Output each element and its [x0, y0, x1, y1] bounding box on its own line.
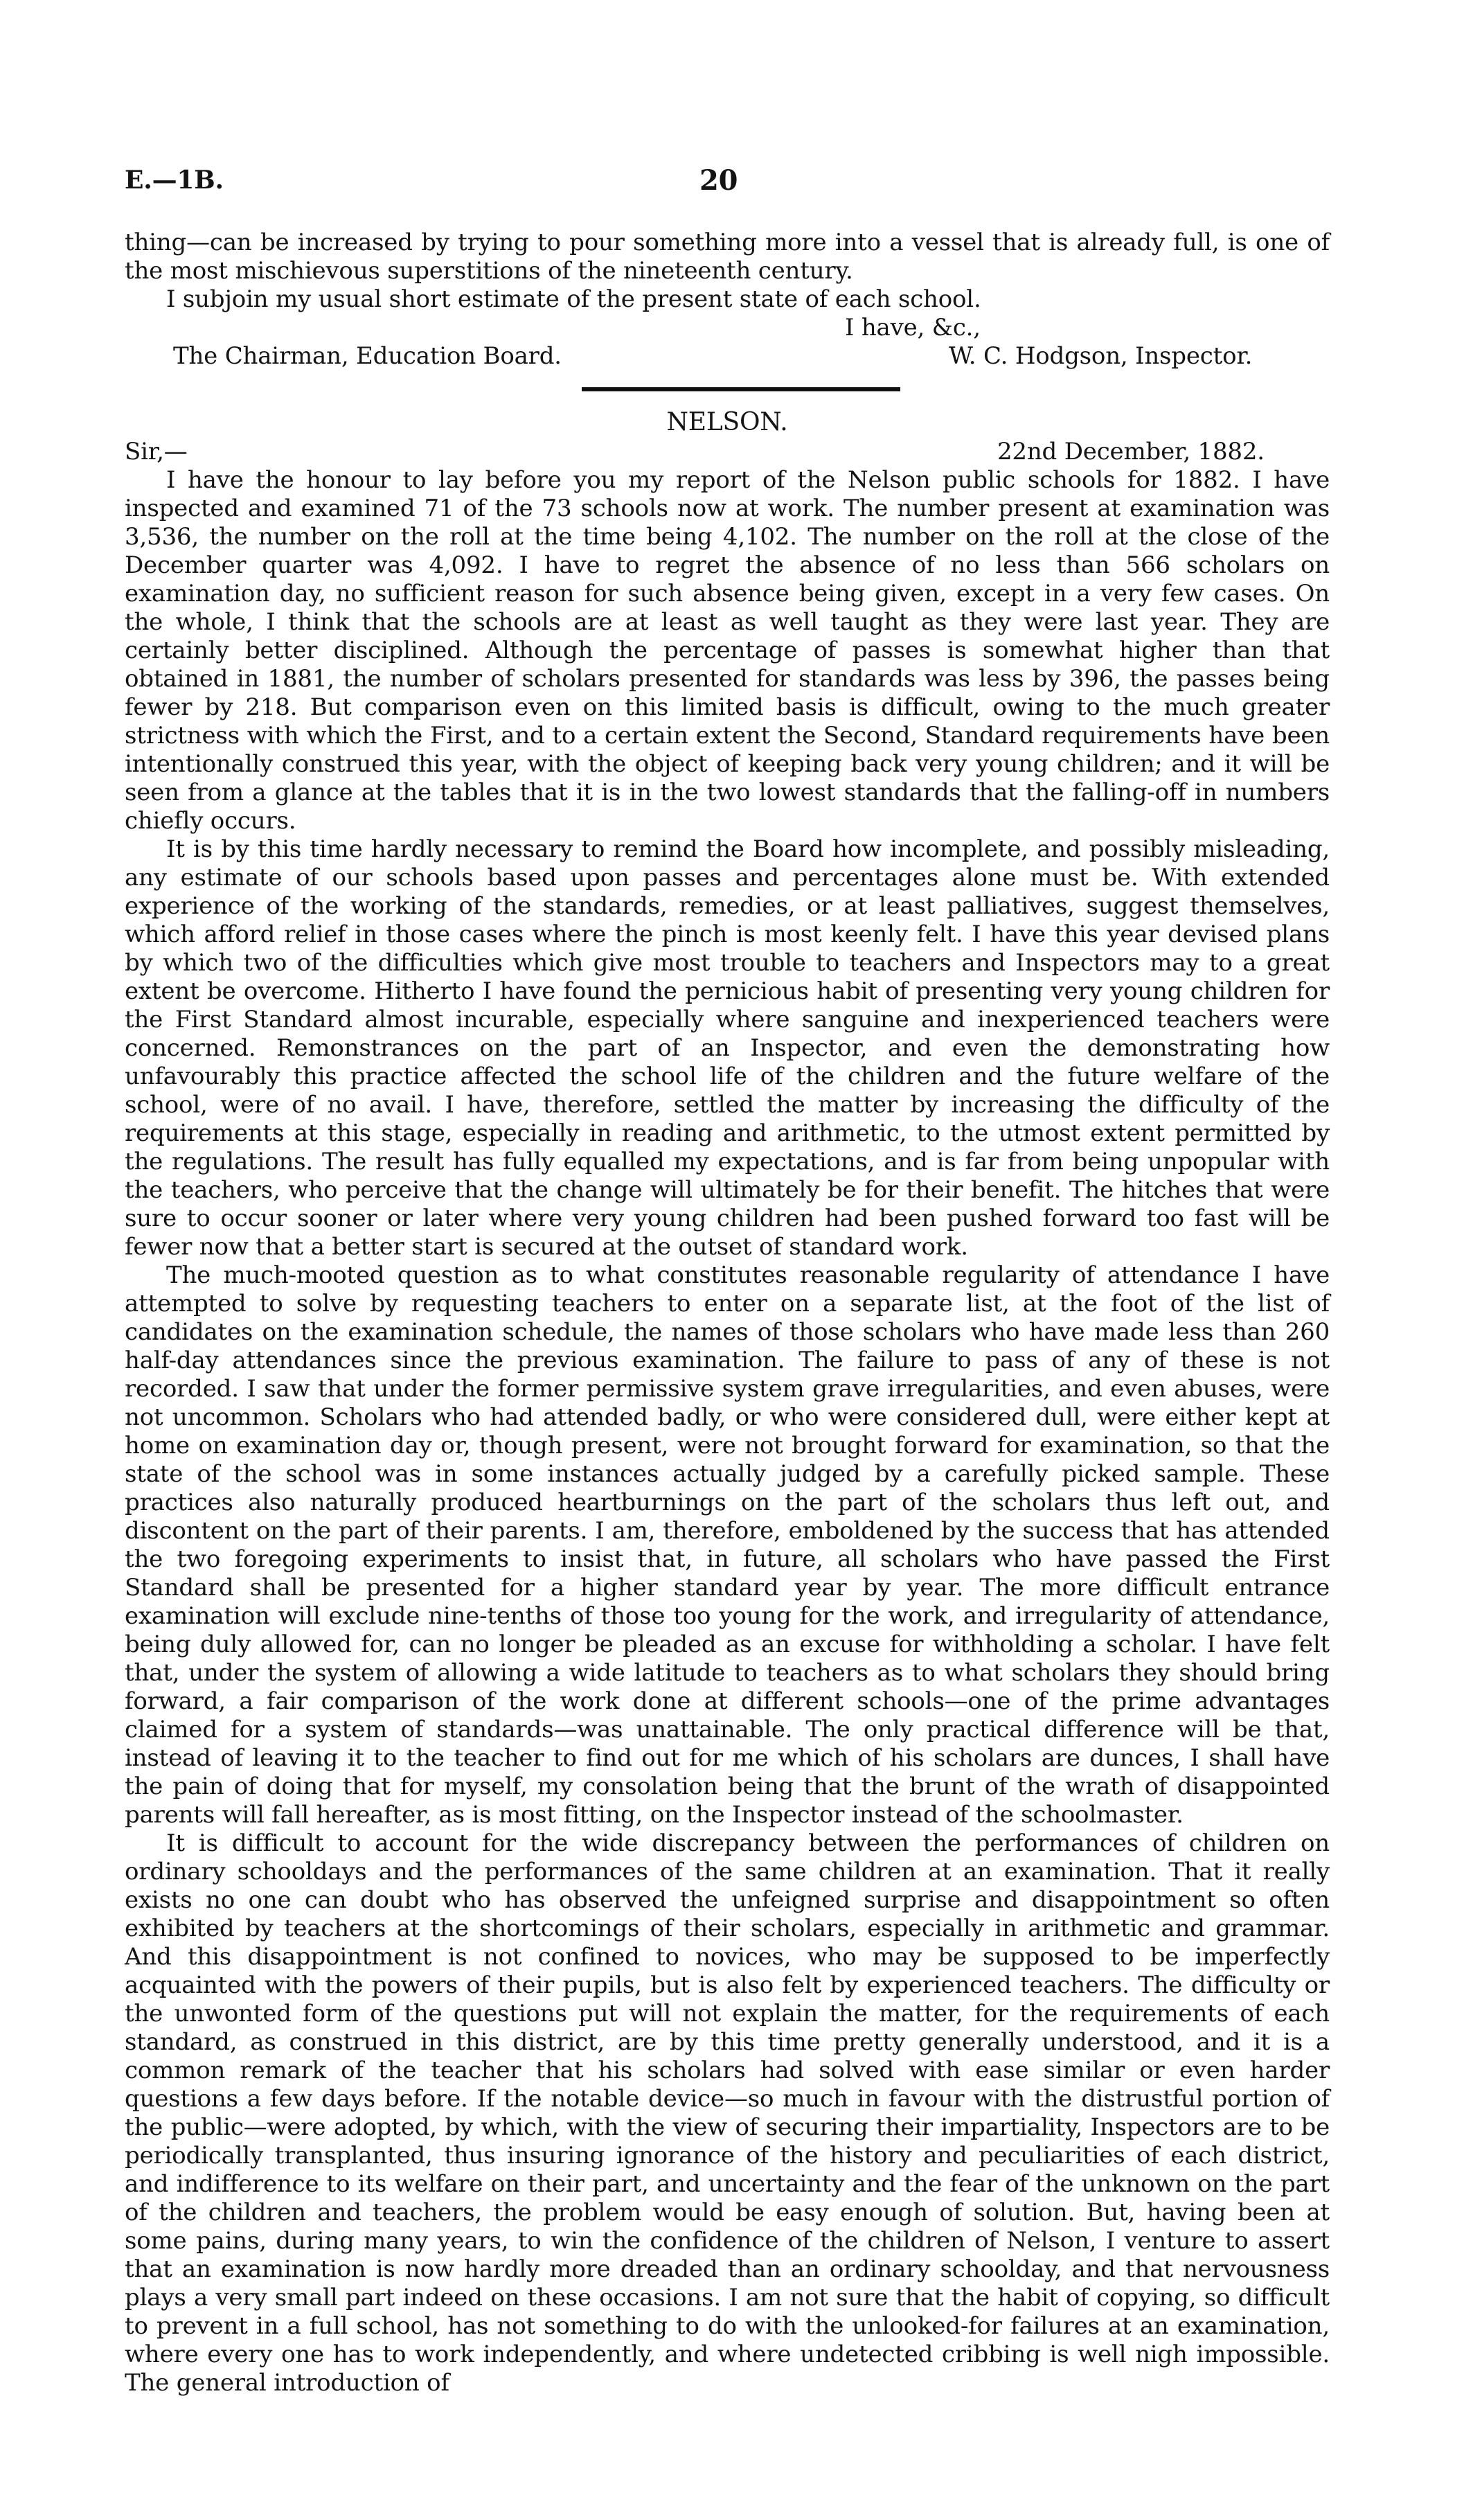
page-number: 20 — [699, 164, 738, 197]
report-paragraph: I have the honour to lay before you my report of the Nelson public schools for 1882. I have inspected and examined 71 of the 73 schools now at work. The number present at examination was 3,536, the number on the roll at the time being 4,102. The number on the roll at the close of the December quarter was 4,092. I have to regret the absence of no less than 566 scholars on examination day, no sufficient reason for such absence being given, except in a very few cases. On the whole, I think that the schools are at least as well taught as they were last year. They are certainly better disciplined. Although the percentage of passes is somewhat higher than that obtained in 1881, the number of scholars presented for standards was less by 396, the passes being fewer by 218. But comparison even on this limited basis is difficult, owing to the much greater strictness with which the First, and to a certain extent the Second, Standard requirements have been intentionally construed this year, with the object of keeping back very young children; and it will be seen from a glance at the tables that it is in the two lowest standards that the falling-off in numbers chiefly occurs. — [125, 466, 1330, 835]
salutation: Sir,— — [125, 438, 188, 465]
salutation-row — [125, 438, 1330, 466]
i-have-text: I have, &c., — [845, 314, 981, 341]
continuation-paragraph: thing—can be increased by trying to pour something more into a vessel that is already full, is one of the most mischievous superstitions of the nineteenth century. — [125, 229, 1330, 285]
document-page — [125, 166, 1330, 2397]
report-paragraph: The much-mooted question as to what constitutes reasonable regularity of attendance I have attempted to solve by requesting teachers to enter on a separate list, at the foot of the list of candidates on the examination schedule, the names of those scholars who have made less than 260 half-day attendances since the previous examination. The failure to pass of any of these is not recorded. I saw that under the former permissive system grave irregularities, and even abuses, were not uncommon. Scholars who had attended badly, or who were considered dull, were either kept at home on examination day or, though present, were not brought forward for examination, so that the state of the school was in some instances actually judged by a carefully picked sample. These practices also naturally produced heartburnings on the part of the scholars thus left out, and discontent on the part of their parents. I am, therefore, emboldened by the success that has attended the two foregoing experiments to insist that, in future, all scholars who have passed the First Standard shall be presented for a higher standard year by year. The more difficult entrance examination will exclude nine-tenths of those too young for the work, and irregularity of attendance, being duly allowed for, can no longer be pleaded as an excuse for withholding a scholar. I have felt that, under the system of allowing a wide latitude to teachers as to what scholars they should bring forward, a fair comparison of the work done at different schools—one of the prime advantages claimed for a system of standards—was unattainable. The only practical difference will be that, instead of leaving it to the teacher to find out for me which of his scholars are dunces, I shall have the pain of doing that for myself, my consolation being that the brunt of the wrath of disappointed parents will fall hereafter, as is most fitting, on the Inspector instead of the schoolmaster. — [125, 1261, 1330, 1829]
report-body — [125, 466, 1330, 2397]
letter-date: 22nd December, 1882. — [997, 438, 1265, 465]
section-title: NELSON. — [666, 408, 788, 436]
addressee: The Chairman, Education Board. — [173, 342, 562, 370]
report-paragraph: It is by this time hardly necessary to remind the Board how incomplete, and possibly misleading, any estimate of our schools based upon passes and percentages alone must be. With extended experience of the working of the standards, remedies, or at least palliatives, suggest themselves, which afford relief in those cases where the pinch is most keenly felt. I have this year devised plans by which two of the difficulties which give most trouble to teachers and Inspectors may to a great extent be overcome. Hitherto I have found the pernicious habit of presenting very young children for the First Standard almost incurable, especially where sanguine and inexperienced teachers were concerned. Remonstrances on the part of an Inspector, and even the demonstrating how unfavourably this practice affected the school life of the children and the future welfare of the school, were of no avail. I have, therefore, settled the matter by increasing the difficulty of the requirements at this stage, especially in reading and arithmetic, to the utmost extent permitted by the regulations. The result has fully equalled my expectations, and is far from being unpopular with the teachers, who perceive that the change will ultimately be for their benefit. The hitches that were sure to occur sooner or later where very young children had been pushed forward too fast will be fewer now that a better start is secured at the outset of standard work. — [125, 835, 1330, 1261]
subjoin-line: I subjoin my usual short estimate of the present state of each school. — [166, 285, 981, 313]
report-paragraph: It is difficult to account for the wide discrepancy between the performances of children on ordinary schooldays and the performances of the same children at an examination. That it really exists no one can doubt who has observed the unfeigned surprise and disappointment so often exhibited by teachers at the shortcomings of their scholars, especially in arithmetic and grammar. And this disappointment is not confined to novices, who may be supposed to be imperfectly acquainted with the powers of their pupils, but is also felt by experienced teachers. The difficulty or the unwonted form of the questions put will not explain the matter, for the requirements of each standard, as construed in this district, are by this time pretty generally understood, and it is a common remark of the teacher that his scholars had solved with ease similar or even harder questions a few days before. If the notable device—so much in favour with the distrustful portion of the public—were adopted, by which, with the view of securing their impartiality, Inspectors are to be periodically transplanted, thus insuring ignorance of the history and peculiarities of each district, and indifference to its welfare on their part, and uncertainty and the fear of the unknown on the part of the children and teachers, the problem would be easy enough of solution. But, having been at some pains, during many years, to win the confidence of the children of Nelson, I venture to assert that an examination is now hardly more dreaded than an ordinary schoolday, and that nervousness plays a very small part indeed on these occasions. I am not sure that the habit of copying, so difficult to prevent in a full school, has not something to do with the unlooked-for failures at an examination, where every one has to work independently, and where undetected cribbing is well nigh impossible. The general introduction of — [125, 1829, 1330, 2397]
page-header — [125, 166, 1330, 229]
inspector-signature: W. C. Hodgson, Inspector. — [949, 342, 1253, 370]
signature-row — [125, 342, 1330, 371]
section-divider — [582, 387, 900, 391]
closing-line — [125, 314, 1330, 342]
document-code: E.—1B. — [125, 166, 224, 195]
